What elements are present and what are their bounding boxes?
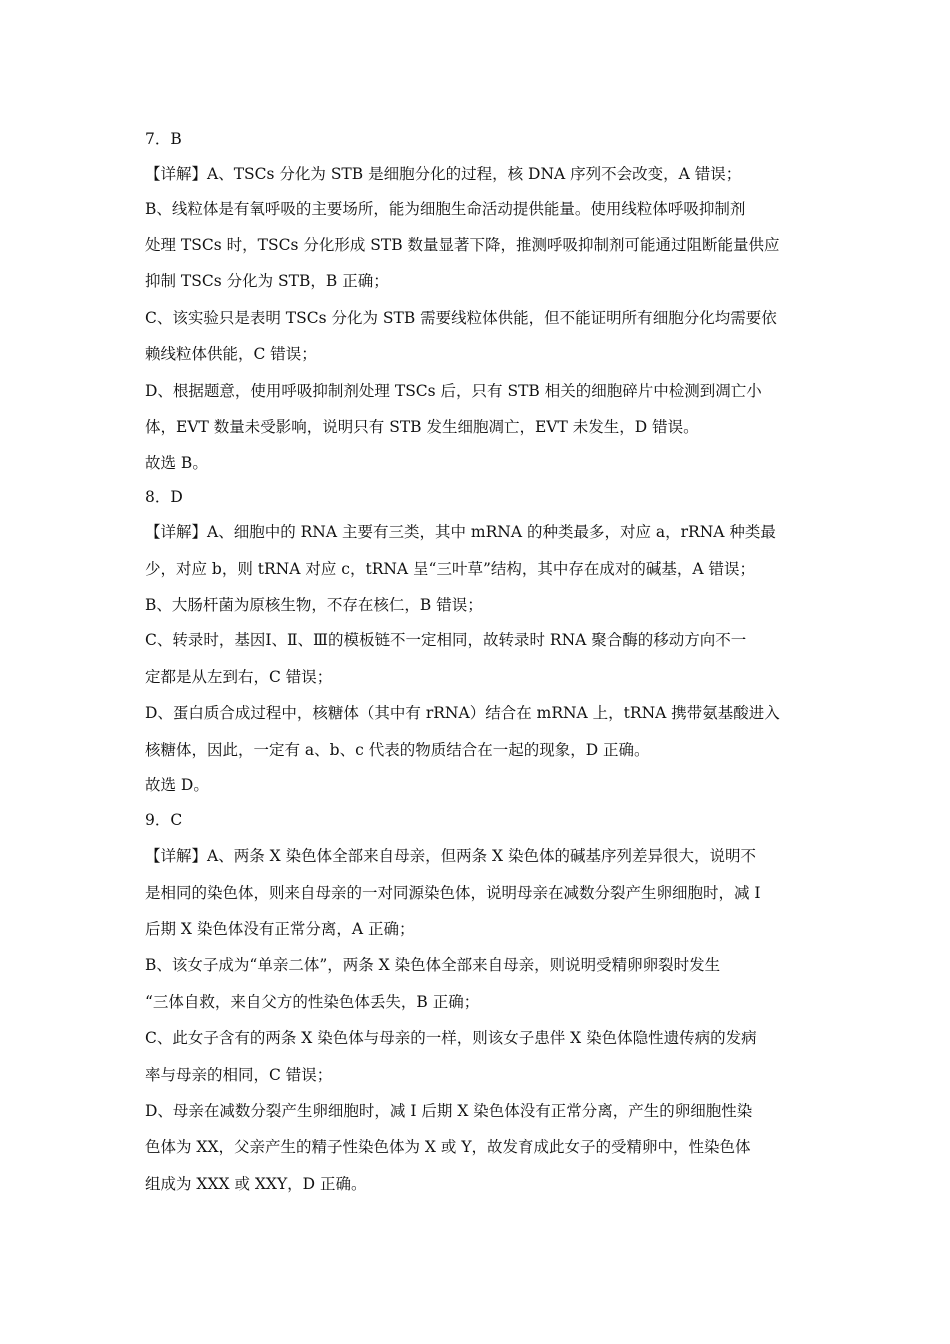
explanation-line: 定都是从左到右，C 错误； [145, 668, 333, 686]
explanation-line: D、母亲在减数分裂产生卵细胞时，减 I 后期 X 染色体没有正常分离，产生的卵细胞性染 [145, 1102, 753, 1120]
explanation-line: C、转录时，基因Ⅰ、Ⅱ、Ⅲ的模板链不一定相同，故转录时 RNA 聚合酶的移动方向不一 [145, 631, 747, 649]
conclusion-line: 故选 D。 [145, 776, 209, 794]
explanation-line: B、大肠杆菌为原核生物，不存在核仁，B 错误； [145, 596, 483, 614]
explanation-line: C、该实验只是表明 TSCs 分化为 STB 需要线粒体供能，但不能证明所有细胞分化均需要依 [145, 309, 777, 327]
explanation-line: 【详解】A、细胞中的 RNA 主要有三类，其中 mRNA 的种类最多，对应 a，rRNA 种类最 [145, 523, 776, 541]
explanation-line: 色体为 XX，父亲产生的精子性染色体为 X 或 Y，故发育成此女子的受精卵中，性染色体 [145, 1138, 751, 1156]
explanation-line: B、线粒体是有氧呼吸的主要场所，能为细胞生命活动提供能量。使用线粒体呼吸抑制剂 [145, 200, 746, 218]
answer-number-7: 7．B [145, 130, 182, 148]
explanation-line: 少，对应 b，则 tRNA 对应 c，tRNA 呈“三叶草”结构，其中存在成对的碱基，A 错误； [145, 560, 756, 578]
explanation-line: D、蛋白质合成过程中，核糖体（其中有 rRNA）结合在 mRNA 上，tRNA 携带氨基酸进入 [145, 704, 780, 722]
explanation-line: 组成为 XXX 或 XXY，D 正确。 [145, 1175, 367, 1193]
answer-number-8: 8．D [145, 488, 183, 506]
explanation-line: 核糖体，因此，一定有 a、b、c 代表的物质结合在一起的现象，D 正确。 [145, 741, 650, 759]
explanation-line: 【详解】A、TSCs 分化为 STB 是细胞分化的过程，核 DNA 序列不会改变，A 错误； [145, 165, 742, 183]
explanation-line: 【详解】A、两条 X 染色体全部来自母亲，但两条 X 染色体的碱基序列差异很大，说明不 [145, 847, 756, 865]
explanation-line: D、根据题意，使用呼吸抑制剂处理 TSCs 后，只有 STB 相关的细胞碎片中检测到凋亡小 [145, 382, 762, 400]
explanation-line: B、该女子成为“单亲二体”，两条 X 染色体全部来自母亲，则说明受精卵卵裂时发生 [145, 956, 721, 974]
explanation-line: 体，EVT 数量未受影响，说明只有 STB 发生细胞凋亡，EVT 未发生，D 错误。 [145, 418, 699, 436]
explanation-line: 率与母亲的相同，C 错误； [145, 1066, 333, 1084]
answer-number-9: 9．C [145, 811, 183, 829]
conclusion-line: 故选 B。 [145, 454, 208, 472]
explanation-line: 处理 TSCs 时，TSCs 分化形成 STB 数量显著下降，推测呼吸抑制剂可能通过阻断能量供应 [145, 236, 780, 254]
explanation-line: 后期 X 染色体没有正常分离，A 正确； [145, 920, 415, 938]
explanation-line: 是相同的染色体，则来自母亲的一对同源染色体，说明母亲在减数分裂产生卵细胞时，减 I [145, 884, 761, 902]
explanation-line: C、此女子含有的两条 X 染色体与母亲的一样，则该女子患伴 X 染色体隐性遗传病的发病 [145, 1029, 757, 1047]
explanation-line: “三体自救，来自父方的性染色体丢失，B 正确； [145, 993, 480, 1011]
explanation-line: 抑制 TSCs 分化为 STB，B 正确； [145, 272, 389, 290]
explanation-line: 赖线粒体供能，C 错误； [145, 345, 317, 363]
